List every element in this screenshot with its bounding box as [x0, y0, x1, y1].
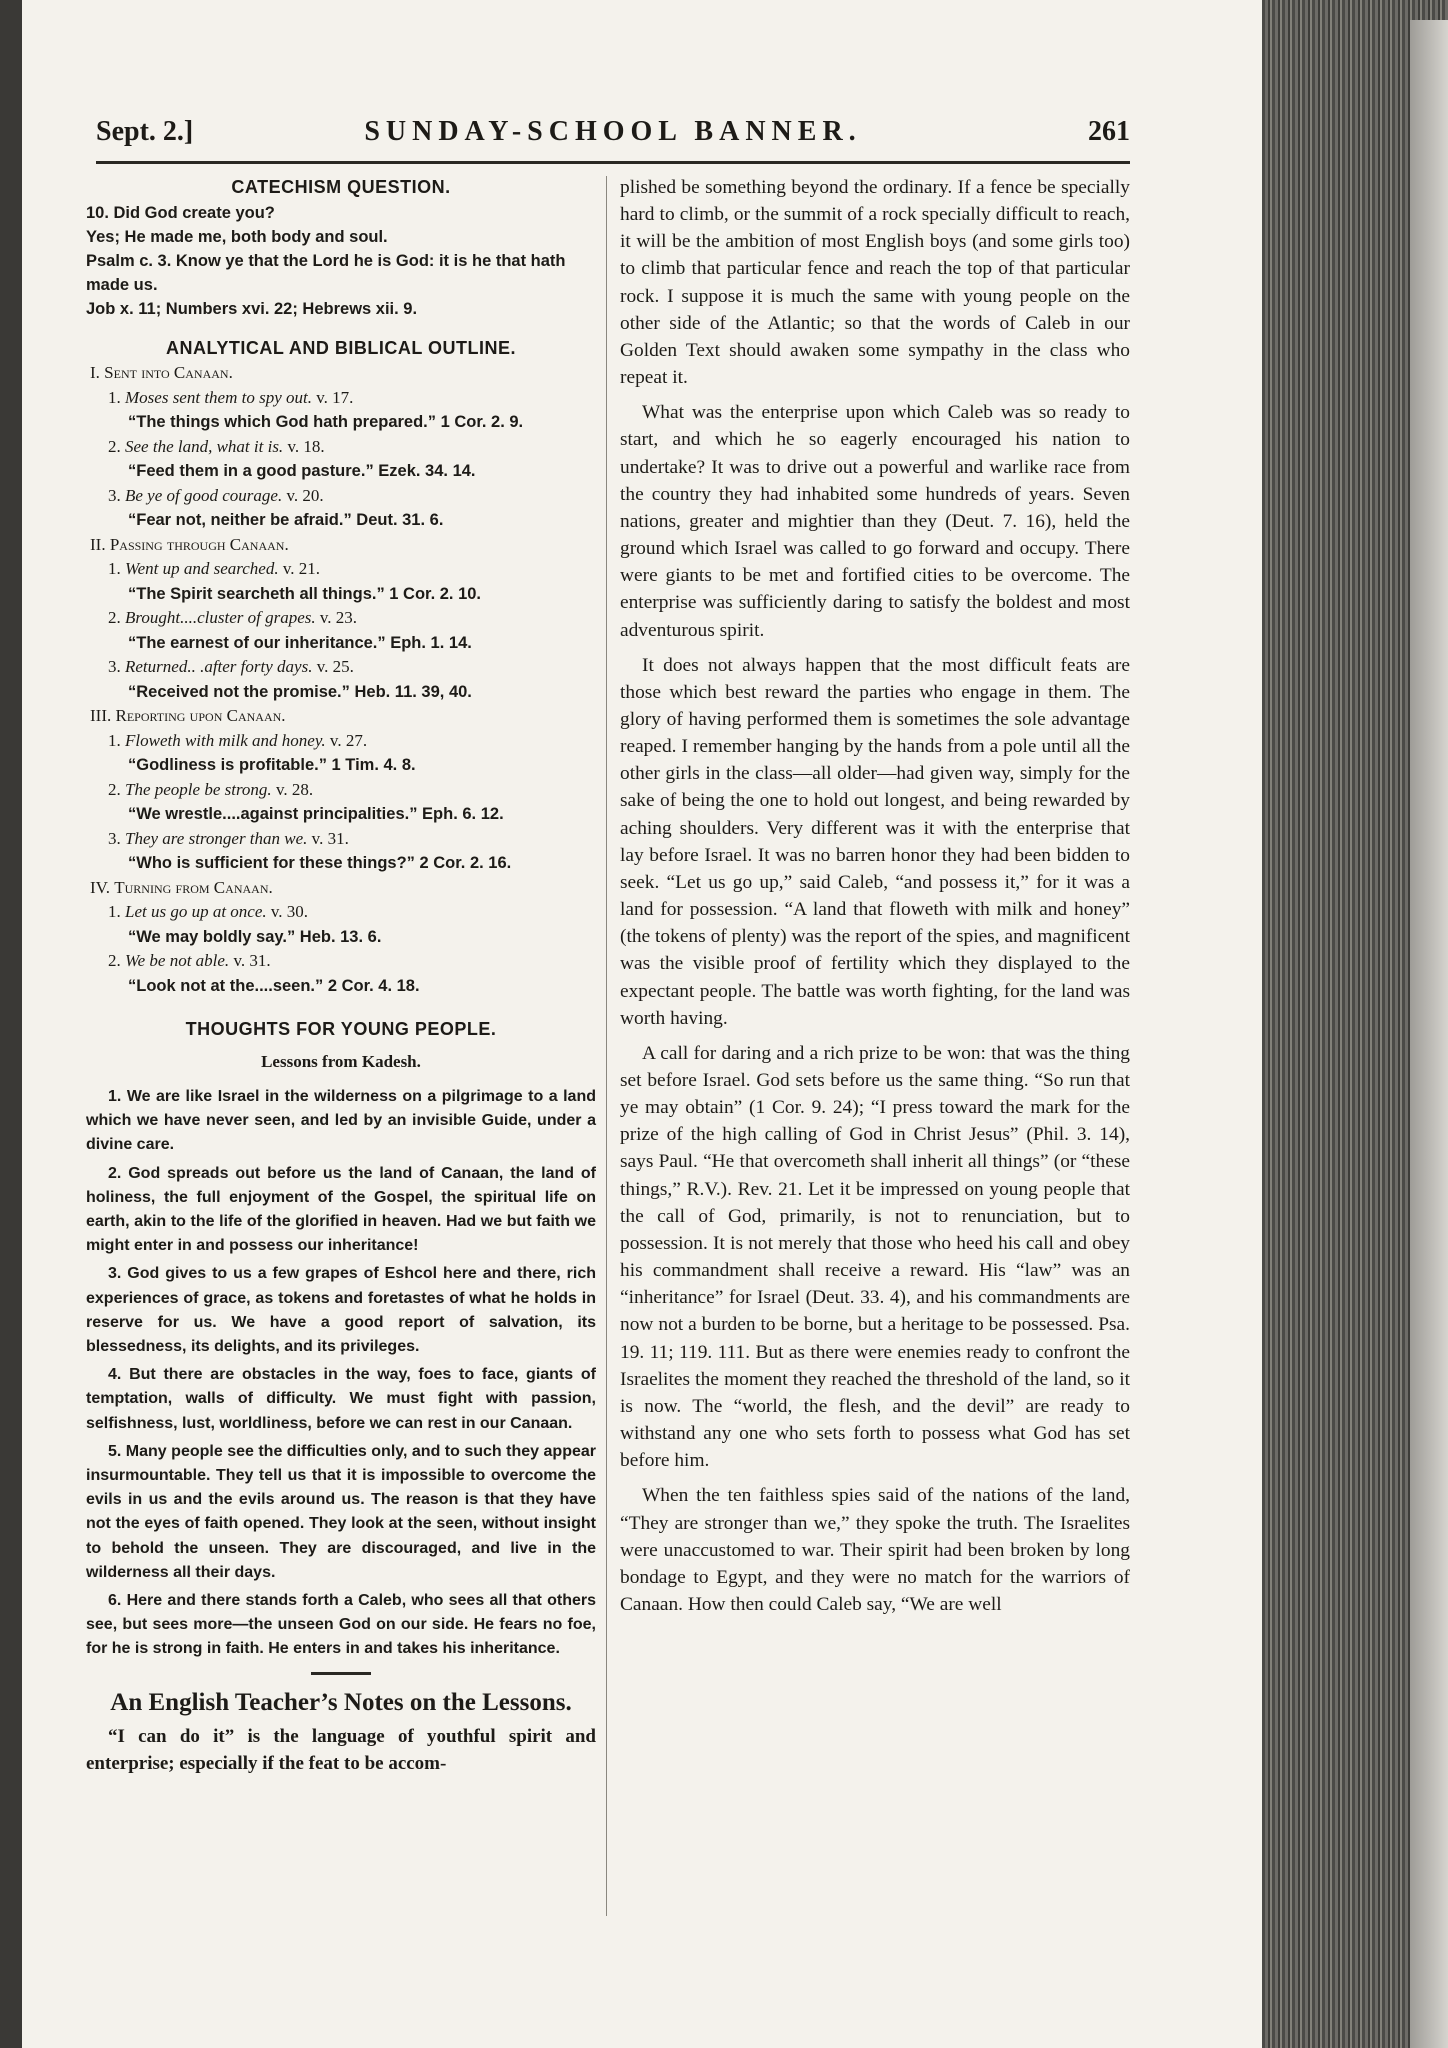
outline-item-ref: v. 23. — [319, 608, 358, 627]
notes-intro: “I can do it” is the language of youthful spirit and enterprise; especially if the feat to be accom- — [86, 1725, 596, 1774]
page-number: 261 — [1088, 116, 1130, 147]
outline-item-text: Floweth with milk and honey. — [125, 730, 326, 750]
header-rule — [96, 161, 1130, 164]
outline-item-ref: v. 18. — [287, 436, 325, 456]
outline-item — [86, 827, 596, 852]
outline-item-quote: “We wrestle....against principalities.” Eph. 6. 12. — [128, 805, 504, 823]
outline-section-title — [86, 533, 596, 558]
outline-item-number: 1. — [108, 902, 121, 921]
outline-section-label: Turning from Canaan. — [114, 877, 273, 897]
outline-item — [86, 557, 596, 582]
catechism-answer: Yes; He made me, both body and soul. — [86, 227, 388, 246]
outline-section-number: I. — [90, 363, 100, 382]
outline-item-quote: “The Spirit searcheth all things.” 1 Cor. 2. 10. — [128, 584, 482, 603]
outline-item-number: 2. — [108, 436, 121, 456]
header-title: SUNDAY-SCHOOL BANNER. — [364, 116, 862, 147]
running-header — [96, 116, 1130, 156]
outline-item-quote: “The earnest of our inheritance.” Eph. 1. 14. — [128, 633, 472, 652]
body-paragraph: plished be something beyond the ordinary. If a fence be specially hard to climb, or the summit of a rock specially difficult to reach, it will be the ambition of most English boys (and some girls too) to climb that particular fence and reach the top of that particular rock. I suppose it is much the same with young people on the other side of the Atlantic; so that the words of Caleb in our Golden Text should awaken some sympathy in the class who repeat it. — [620, 177, 1130, 389]
outline-item-quote: “Received not the promise.” Heb. 11. 39, 40. — [128, 682, 472, 701]
body-paragraph: It does not always happen that the most difficult feats are those which best reward the parties who engage in them. The glory of having performed them is sometimes the sole advantage reaped. I remember hanging by the hands from a pole until all the other girls in the class—all older—had given way, simply for the sake of being the one to hold out longest, and being rewarded by aching shoulders. Very different was it with the enterprise that lay before Israel. It was no barren honor they had been bidden to seek. “Let us go up,” said Caleb, “and possess it,” for it was a land for possession. “A land that floweth with milk and honey” (the tokens of plenty) was the report of the spies, and magnificent was the visible proof of fertility which they displayed to the expectant people. The battle was worth fighting, for the land was worth having. — [620, 654, 1130, 1029]
outline-item-ref: v. 25. — [316, 657, 354, 676]
outline-item-text: Let us go up at once. — [125, 902, 267, 921]
outline-item-quote: “Fear not, neither be afraid.” Deut. 31. 6. — [128, 511, 444, 529]
notes-heading: An English Teacher’s Notes on the Lessons. — [110, 1688, 572, 1716]
outline-item — [86, 386, 596, 411]
outline-section-title — [86, 361, 596, 386]
outline-item-number: 2. — [108, 608, 121, 627]
outline-item-number: 3. — [108, 657, 121, 676]
body-paragraph: A call for daring and a rich prize to be won: that was the thing set before Israel. God sets before us the same thing. “So run that ye may obtain” (1 Cor. 9. 24); “I press toward the mark for the prize of the high calling of God in Christ Jesus” (Phil. 3. 14), says Paul. “He that overcometh shall inherit all things” (or “these things,” R.V.). Rev. 21. Let it be impressed on young people that the call of God, primarily, is not to renunciation, but to possession. It is not merely that those who heed his call and obey his commandment shall receive a reward. His “law” was an “inheritance” for Israel (Deut. 33. 4), and his commandments are now not a burden to be borne, but a heritage to be possessed. Psa. 19. 11; 119. 111. But as there were enemies ready to confront the Israelites the moment they reached the threshold of the land, so it is now. The “world, the flesh, and the devil” are ready to withstand any one who sets forth to possess what God has set before him. — [620, 1042, 1130, 1472]
outline-item — [86, 729, 596, 754]
catechism-heading: CATECHISM QUESTION. — [231, 177, 451, 197]
outline-section-number: IV. — [90, 877, 110, 897]
outline-section-number: III. — [90, 706, 112, 725]
outline-item-number: 2. — [108, 951, 121, 970]
outline-item-text: Be ye of good courage. — [125, 485, 283, 505]
outline-item-ref: v. 31. — [311, 828, 349, 848]
thoughts-subheading: Lessons from Kadesh. — [261, 1051, 421, 1071]
outline-item — [86, 900, 596, 925]
header-date: Sept. 2.] — [96, 116, 194, 147]
book-cover-edge — [1410, 20, 1448, 2048]
outline-item-quote: “Who is sufficient for these things?” 2 Cor. 2. 16. — [128, 854, 512, 872]
thoughts-paragraph: 5. Many people see the difficulties only, and to such they appear insurmountable. They tell us that it is impossible to overcome the evils in us and the evils around us. The reason is that they have not the eyes of faith opened. They look at the seen, without insight to behold the unseen. They are discouraged, and live in the wilderness all their days. — [86, 1442, 596, 1581]
outline-item-text: They are stronger than we. — [125, 828, 308, 848]
outline-item-ref: v. 31. — [233, 951, 271, 970]
column-separator — [606, 176, 607, 1916]
thoughts-paragraph: 2. God spreads out before us the land of Canaan, the land of holiness, the full enjoyment of the Gospel, the spiritual life on earth, akin to the life of the glorified in heaven. Had we but faith we might enter in and possess our inheritance! — [86, 1164, 596, 1255]
outline-section — [86, 335, 596, 999]
outline-item — [86, 484, 596, 509]
outline-item-quote: “Godliness is profitable.” 1 Tim. 4. 8. — [128, 756, 416, 774]
outline-item — [86, 606, 596, 631]
catechism-section — [86, 174, 596, 321]
thoughts-heading: THOUGHTS FOR YOUNG PEOPLE. — [185, 1019, 497, 1039]
thoughts-paragraph: 6. Here and there stands forth a Caleb, who sees all that others see, but sees more—the unseen God on our side. He fears no foe, for he is strong in faith. He enters in and takes his inheritance. — [86, 1592, 596, 1658]
catechism-psalm: Psalm c. 3. Know ye that the Lord he is God: it is he that hath made us. — [86, 251, 566, 294]
body-paragraph: What was the enterprise upon which Caleb was so ready to start, and which he so eagerly encouraged his nation to undertake? It was to drive out a powerful and warlike race from the country they had inhabited some hundreds of years. Seven nations, greater and mightier than they (Deut. 7. 16), held the ground which Israel was called to go forward and occupy. There were giants to be met and fortified cities to be overcome. The enterprise was sufficiently daring to satisfy the boldest and most adventurous spirit. — [620, 402, 1130, 641]
outline-item-number: 3. — [108, 485, 121, 505]
outline-section-title — [86, 704, 596, 729]
outline-section-number: II. — [90, 534, 106, 554]
outline-item-number: 1. — [108, 730, 121, 750]
outline-item-ref: v. 27. — [329, 730, 368, 750]
right-column — [620, 174, 1130, 1618]
outline-item-ref: v. 28. — [275, 779, 314, 799]
outline-item-quote: “Feed them in a good pasture.” Ezek. 34. 14. — [128, 462, 476, 480]
outline-item-text: See the land, what it is. — [125, 436, 284, 456]
outline-item — [86, 655, 596, 680]
outline-item-number: 1. — [108, 387, 121, 407]
thoughts-paragraph: 3. God gives to us a few grapes of Eshcol here and there, rich experiences of grace, as tokens and foretastes of what he holds in reserve for us. We have a good report of salvation, its blessedness, its delights, and its privileges. — [86, 1265, 596, 1356]
outline-item-number: 2. — [108, 779, 121, 799]
outline-item-quote: “We may boldly say.” Heb. 13. 6. — [128, 927, 382, 946]
outline-item-text: We be not able. — [125, 951, 230, 970]
outline-item-text: Moses sent them to spy out. — [125, 387, 312, 407]
outline-item-ref: v. 17. — [316, 387, 354, 407]
outline-item-text: The people be strong. — [125, 779, 272, 799]
thoughts-section — [86, 1016, 596, 1662]
thoughts-paragraph: 1. We are like Israel in the wilderness on a pilgrimage to a land which we have never seen, and led by an invisible Guide, under a divine care. — [86, 1088, 596, 1154]
thoughts-paragraph: 4. But there are obstacles in the way, foes to face, giants of temptation, walls of difficulty. We must fight with passion, selfishness, lust, worldliness, before we can rest in our Canaan. — [86, 1366, 596, 1432]
outline-item-number: 1. — [108, 559, 121, 578]
section-divider — [311, 1672, 371, 1675]
outline-item-ref: v. 20. — [286, 485, 324, 505]
outline-section-label: Reporting upon Canaan. — [115, 706, 286, 725]
body-paragraph: When the ten faithless spies said of the nations of the land, “They are stronger than we,” they spoke the truth. The Israelites were unaccustomed to war. Their spirit had been broken by long bondage to Egypt, and they were no match for the warriors of Canaan. How then could Caleb say, “We are well — [620, 1485, 1130, 1615]
outline-heading: ANALYTICAL AND BIBLICAL OUTLINE. — [165, 337, 516, 358]
outline-item-text: Returned.. .after forty days. — [125, 657, 313, 676]
outline-section-label: Sent into Canaan. — [104, 363, 233, 382]
left-column — [86, 174, 596, 1777]
catechism-question: 10. Did God create you? — [86, 203, 275, 222]
outline-item-text: Went up and searched. — [125, 559, 279, 578]
outline-item — [86, 435, 596, 460]
outline-item — [86, 949, 596, 974]
outline-section-label: Passing through Canaan. — [109, 534, 289, 554]
outline-item-ref: v. 21. — [282, 559, 321, 578]
outline-item-quote: “Look not at the....seen.” 2 Cor. 4. 18. — [128, 976, 420, 995]
outline-item — [86, 778, 596, 803]
outline-item-quote: “The things which God hath prepared.” 1 Cor. 2. 9. — [128, 413, 524, 431]
outline-item-ref: v. 30. — [270, 902, 309, 921]
catechism-refs: Job x. 11; Numbers xvi. 22; Hebrews xii. 9. — [86, 299, 418, 318]
outline-item-text: Brought....cluster of grapes. — [125, 608, 316, 627]
outline-item-number: 3. — [108, 828, 121, 848]
outline-section-title — [86, 876, 596, 901]
